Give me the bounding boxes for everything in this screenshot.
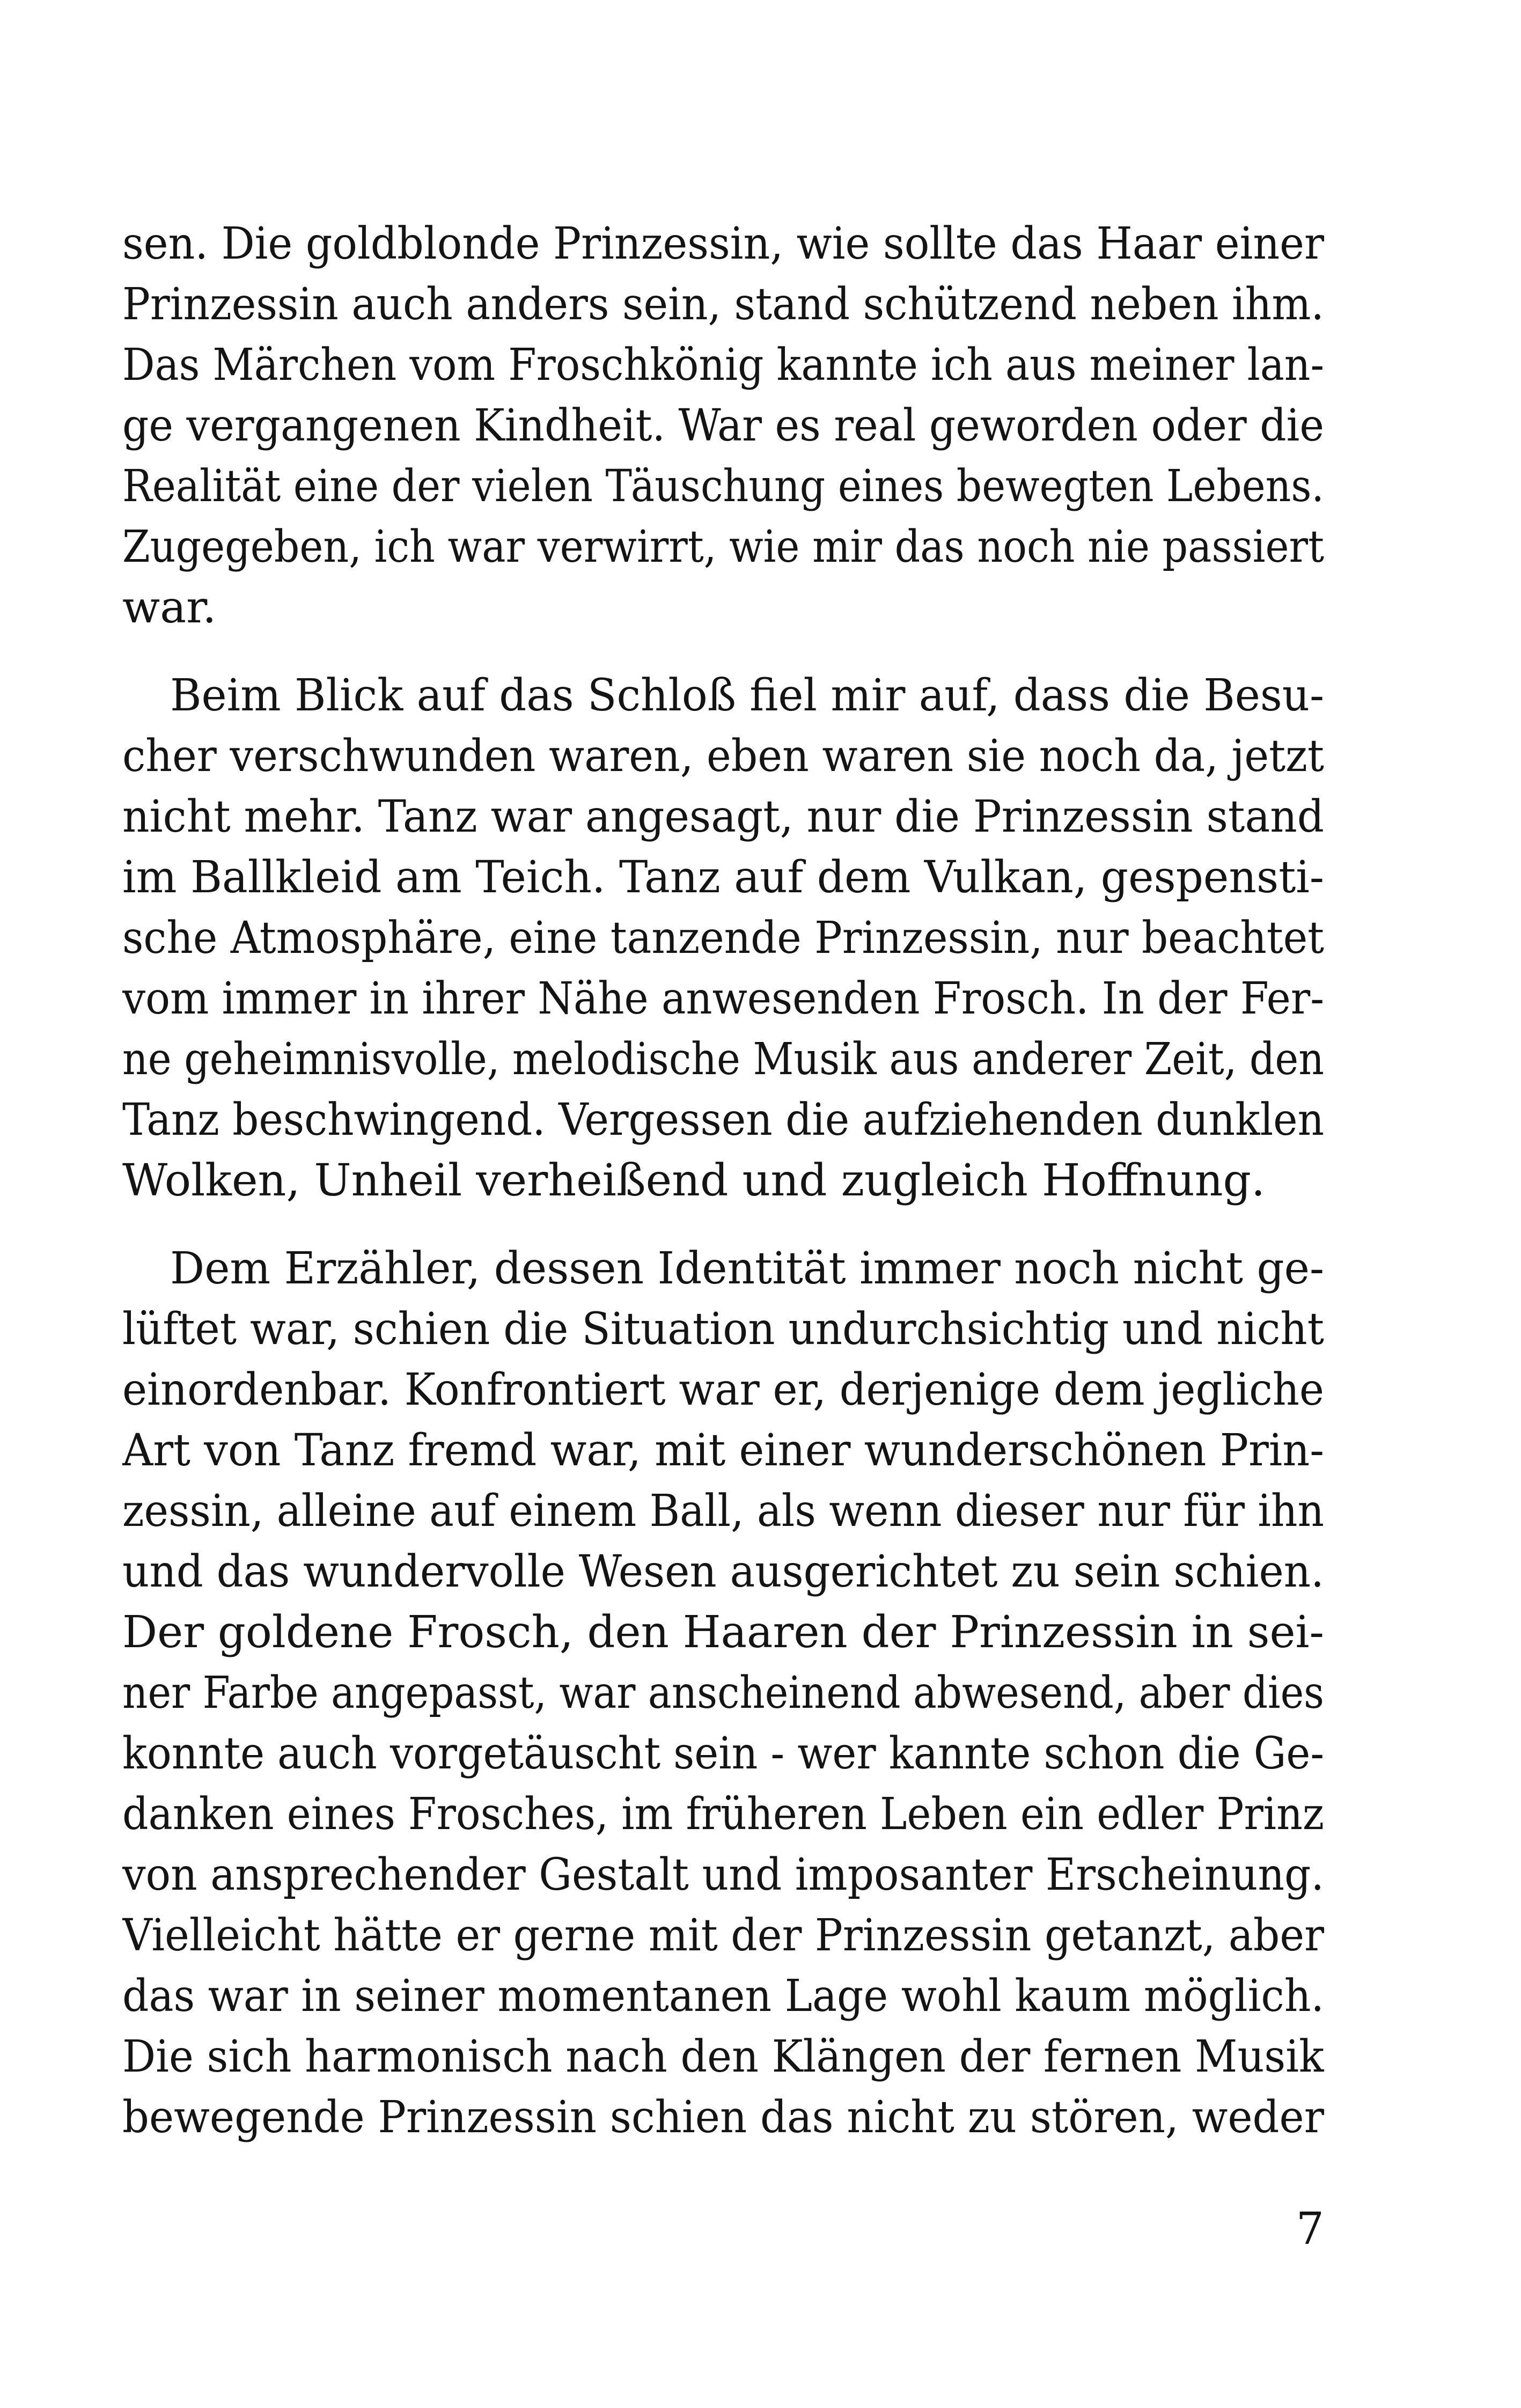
paragraph-3 <box>122 1238 1324 2148</box>
text-line: nicht mehr. Tanz war angesagt, nur die Prinzessin stand <box>122 791 1324 842</box>
text-line: Prinzessin auch anders sein, stand schützend neben ihm. <box>122 279 1324 330</box>
text-line: im Ballkleid am Teich. Tanz auf dem Vulkan, gespensti- <box>122 852 1324 903</box>
text-line: sche Atmosphäre, eine tanzende Prinzessin, nur beachtet <box>122 913 1324 964</box>
text-line: cher verschwunden waren, eben waren sie noch da, jetzt <box>122 731 1324 782</box>
text-line: ge vergangenen Kindheit. War es real geworden oder die <box>122 400 1324 451</box>
text-line: ne geheimnisvolle, melodische Musik aus anderer Zeit, den <box>122 1034 1324 1085</box>
page-number: 7 <box>1296 2204 1324 2255</box>
text-line: Realität eine der vielen Täuschung eines bewegten Lebens. <box>122 461 1324 512</box>
paragraph-2 <box>122 665 1324 1211</box>
text-line: zessin, alleine auf einem Ball, als wenn dieser nur für ihn <box>122 1486 1324 1537</box>
text-line: einordenbar. Konfrontiert war er, derjenige dem jegliche <box>122 1364 1324 1415</box>
text-line: Die sich harmonisch nach den Klängen der fernen Musik <box>122 2031 1324 2082</box>
text-line: Dem Erzähler, dessen Identität immer noch nicht ge- <box>170 1243 1324 1294</box>
text-line: Beim Blick auf das Schloß fiel mir auf, dass die Besu- <box>170 670 1324 721</box>
text-line: Der goldene Frosch, den Haaren der Prinzessin in sei- <box>122 1607 1324 1658</box>
text-line: war. <box>122 582 217 633</box>
paragraph-1 <box>122 214 1324 638</box>
text-line: Wolken, Unheil verheißend und zugleich Hoffnung. <box>122 1155 1266 1206</box>
text-line: sen. Die goldblonde Prinzessin, wie sollte das Haar einer <box>122 218 1324 269</box>
text-line: das war in seiner momentanen Lage wohl kaum möglich. <box>122 1971 1324 2022</box>
text-line: Art von Tanz fremd war, mit einer wunderschönen Prin- <box>122 1425 1324 1476</box>
text-line: konnte auch vorgetäuscht sein - wer kannte schon die Ge- <box>122 1728 1324 1779</box>
text-line: und das wundervolle Wesen ausgerichtet zu sein schien. <box>122 1546 1324 1597</box>
body-text <box>122 214 1324 2148</box>
text-line: Das Märchen vom Froschkönig kannte ich aus meiner lan- <box>122 340 1324 391</box>
text-line: vom immer in ihrer Nähe anwesenden Frosch. In der Fer- <box>122 973 1324 1024</box>
text-line: bewegende Prinzessin schien das nicht zu stören, weder <box>122 2092 1324 2143</box>
text-line: Tanz beschwingend. Vergessen die aufziehenden dunklen <box>122 1095 1324 1146</box>
text-line: Vielleicht hätte er gerne mit der Prinzessin getanzt, aber <box>122 1910 1324 1961</box>
text-line: von ansprechender Gestalt und imposanter Erscheinung. <box>122 1849 1324 1900</box>
text-line: ner Farbe angepasst, war anscheinend abwesend, aber dies <box>122 1668 1324 1719</box>
text-line: danken eines Frosches, im früheren Leben ein edler Prinz <box>122 1789 1324 1840</box>
text-line: Zugegeben, ich war verwirrt, wie mir das noch nie passiert <box>122 522 1324 572</box>
text-line: lüftet war, schien die Situation undurchsichtig und nicht <box>122 1304 1324 1355</box>
